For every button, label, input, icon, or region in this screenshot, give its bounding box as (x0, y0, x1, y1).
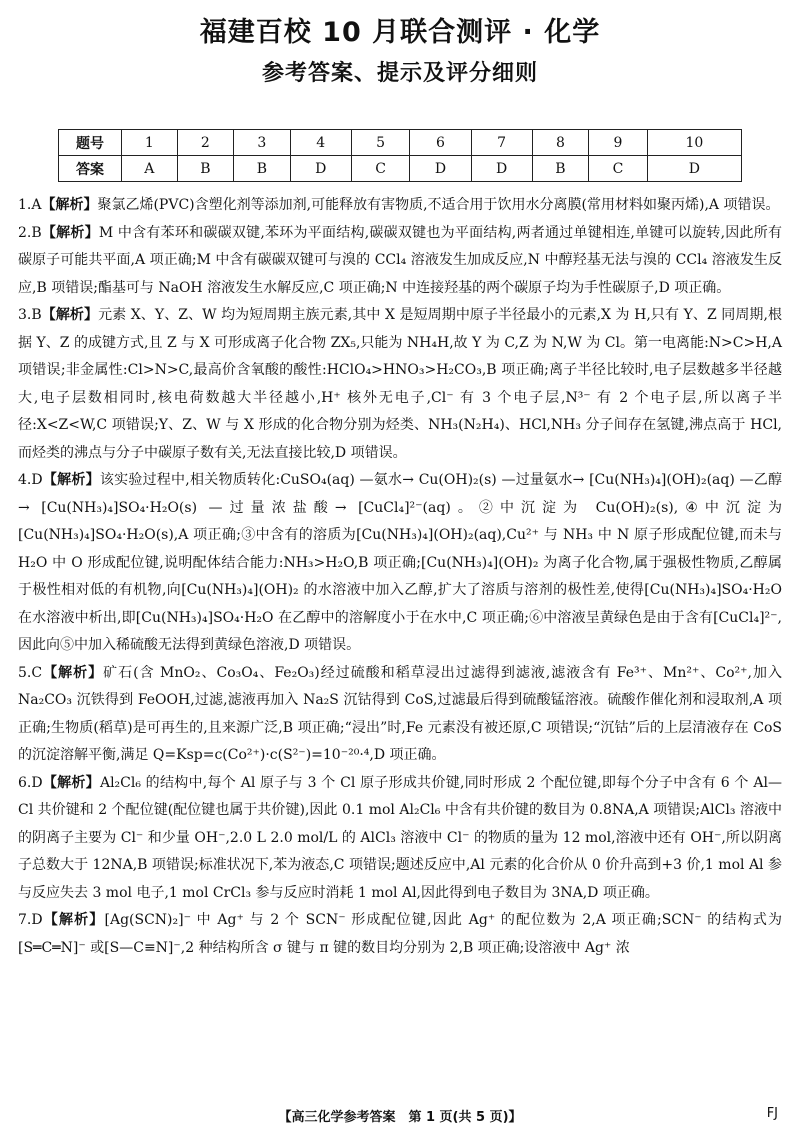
answer-cell: D (471, 156, 532, 182)
footer-code: FJ (766, 1106, 778, 1121)
answer-table-number-row (59, 130, 742, 156)
analysis-tag: 【解析】 (41, 197, 98, 213)
analysis-tag: 【解析】 (42, 774, 100, 791)
answer-cell: D (647, 156, 741, 182)
answer-cell: C (589, 156, 648, 182)
answer-cell: B (234, 156, 290, 182)
answer-cell: D (290, 156, 351, 182)
number-cell: 9 (589, 130, 648, 156)
analysis-tag: 【解析】 (42, 472, 100, 488)
question-3 (18, 302, 782, 467)
question-text: 元素 X、Y、Z、W 均为短周期主族元素,其中 X 是短周期中原子半径最小的元素,X 为 H,只有 Y、Z 同周期,根据 Y、Z 的成键方式,且 Z 与 X 可形成离子化合物 ZX₅,只能为 NH₄H,故 Y 为 C,Z 为 N,W 为 Cl。第一电离能:N>C>H,A 项错误;非金属性:Cl>N>C,最高价含氧酸的酸性:HClO₄>HNO₃>H₂CO₃,B 项正确;离子半径比较时,电子层数越多半径越大,电子层数相同时,核电荷数越大半径越小,H⁺ 核外无电子,Cl⁻ 有 3 个电子层,N³⁻ 有 2 个电子层,所以离子半径:X<Z<W,C 项错误;Y、Z、W 与 X 形成的化合物分别为烃类、NH₃(N₂H₄)、HCl,NH₃ 分子间存在氢键,沸点高于 HCl,而烃类的沸点与分子中碳原子数有关,无法直接比较,D 项错误。 (18, 307, 783, 461)
question-text: M 中含有苯环和碳碳双键,苯环为平面结构,碳碳双键也为平面结构,两者通过单键相连,单键可以旋转,因此所有碳原子可能共平面,A 项正确;M 中含有碳碳双键可与溴的 CCl₄ 溶液发生加成反应,N 中醇羟基无法与溴的 CCl₄ 溶液发生反应,B 项错误;酯基可与 NaOH 溶液发生水解反应,C 项正确;N 中连接羟基的两个碳原子均为手性碳原子,D 项正确。 (18, 224, 782, 296)
number-cell: 6 (410, 130, 471, 156)
page-footer: 【高三化学参考答案 第 1 页(共 5 页)】 (278, 1110, 522, 1125)
question-number: 4.D (18, 472, 43, 488)
answer-cell: D (410, 156, 471, 182)
analysis-tag: 【解析】 (41, 224, 99, 241)
number-cell: 4 (290, 130, 351, 156)
answer-table-answer-row (59, 156, 742, 182)
number-cell: 5 (351, 130, 410, 156)
question-text: 该实验过程中,相关物质转化:CuSO₄(aq) —氨水→ Cu(OH)₂(s) —过量氨水→ [Cu(NH₃)₄](OH)₂(aq) —乙醇→ [Cu(NH₃)₄]SO₄·H₂O(s) —过量浓盐酸→ [CuCl₄]²⁻(aq)。②中沉淀为 Cu(OH)₂(s),④中沉淀为[Cu(NH₃)₄]SO₄·H₂O(s),A 项正确;③中含有的溶质为[Cu(NH₃)₄](OH)₂(aq),Cu²⁺ 与 NH₃ 中 N 原子形成配位键,而未与 H₂O 中 O 形成配位键,说明配体结合能力:NH₃>H₂O,B 项正确;[Cu(NH₃)₄](OH)₂ 为离子化合物,属于强极性物质,乙醇属于极性相对低的有机物,向[Cu(NH₃)₄](OH)₂ 的水溶液中加入乙醇,扩大了溶质与溶剂的极性差,使得[Cu(NH₃)₄]SO₄·H₂O 在水溶液中析出,即[Cu(NH₃)₄]SO₄·H₂O 在乙醇中的溶解度小于在水中,C 项正确;⑥中溶液呈黄绿色是由于含有[CuCl₄]²⁻,因此向⑤中加入稀硫酸无法得到黄绿色溶液,D 项错误。 (18, 472, 783, 653)
question-number: 1.A (18, 197, 42, 213)
row-label-answer: 答案 (59, 156, 122, 182)
question-text: Al₂Cl₆ 的结构中,每个 Al 原子与 3 个 Cl 原子形成共价键,同时形成 2 个配位键,即每个分子中含有 6 个 Al—Cl 共价键和 2 个配位键(配位键也属于共价键),因此 0.1 mol Al₂Cl₆ 中含有共价键的数目为 0.8NA,A 项错误;AlCl₃ 溶液中的阴离子主要为 Cl⁻ 和少量 OH⁻,2.0 L 2.0 mol/L 的 AlCl₃ 溶液中 Cl⁻ 的物质的量为 12 mol,溶液中还有 OH⁻,所以阴离子总数大于 12NA,B 项错误;标准状况下,苯为液态,C 项错误;题述反应中,Al 元素的化合价从 0 价升高到+3 价,1 mol Al 参与反应失去 3 mol 电子,1 mol CrCl₃ 参与反应时消耗 1 mol Al,因此得到电子数目为 3NA,D 项正确。 (18, 774, 783, 901)
question-7 (18, 907, 782, 962)
number-cell: 7 (471, 130, 532, 156)
question-1 (18, 192, 782, 220)
number-cell: 1 (122, 130, 178, 156)
question-2 (18, 220, 782, 303)
row-label-number: 题号 (59, 130, 122, 156)
question-4 (18, 467, 782, 660)
question-number: 3.B (18, 307, 42, 323)
question-number: 6.D (18, 774, 43, 791)
question-text: 聚氯乙烯(PVC)含塑化剂等添加剂,可能释放有害物质,不适合用于饮用水分离膜(常用材料如聚丙烯),A 项错误。 (97, 197, 780, 213)
answer-cell: C (351, 156, 410, 182)
page-subtitle: 参考答案、提示及评分细则 (261, 61, 538, 86)
question-number: 5.C (18, 664, 43, 681)
answer-cell: B (177, 156, 233, 182)
question-6 (18, 770, 782, 908)
question-5 (18, 660, 782, 770)
answer-table (58, 129, 742, 182)
question-text: 矿石(含 MnO₂、Co₃O₄、Fe₂O₃)经过硫酸和稻草浸出过滤得到滤液,滤液含有 Fe³⁺、Mn²⁺、Co²⁺,加入 Na₂CO₃ 沉铁得到 FeOOH,过滤,滤液再加入 Na₂S 沉钴得到 CoS,过滤最后得到硫酸锰溶液。硫酸作催化剂和浸取剂,A 项正确;生物质(稻草)是可再生的,且来源广泛,B 项正确;“浸出”时,Fe 元素没有被还原,C 项错误;“沉钴”后的上层清液存在 CoS 的沉淀溶解平衡,满足 Q=Ksp=c(Co²⁺)·c(S²⁻)=10⁻²⁰·⁴,D 项正确。 (18, 664, 782, 763)
question-number: 7.D (18, 912, 43, 928)
number-cell: 8 (532, 130, 588, 156)
question-number: 2.B (18, 224, 42, 241)
analysis-tag: 【解析】 (42, 664, 104, 681)
answer-cell: B (532, 156, 588, 182)
solutions (18, 192, 782, 962)
number-cell: 3 (234, 130, 290, 156)
page-title: 福建百校 10 月联合测评 · 化学 (199, 17, 601, 48)
number-cell: 10 (647, 130, 741, 156)
analysis-tag: 【解析】 (42, 912, 105, 928)
answer-cell: A (122, 156, 178, 182)
analysis-tag: 【解析】 (41, 307, 99, 323)
number-cell: 2 (177, 130, 233, 156)
question-text: [Ag(SCN)₂]⁻ 中 Ag⁺ 与 2 个 SCN⁻ 形成配位键,因此 Ag⁺ 的配位数为 2,A 项正确;SCN⁻ 的结构式为[S═C═N]⁻ 或[S—C≡N]⁻,2 种结构所含 σ 键与 π 键的数目均分别为 2,B 项正确;设溶液中 Ag⁺ 浓 (18, 912, 783, 956)
